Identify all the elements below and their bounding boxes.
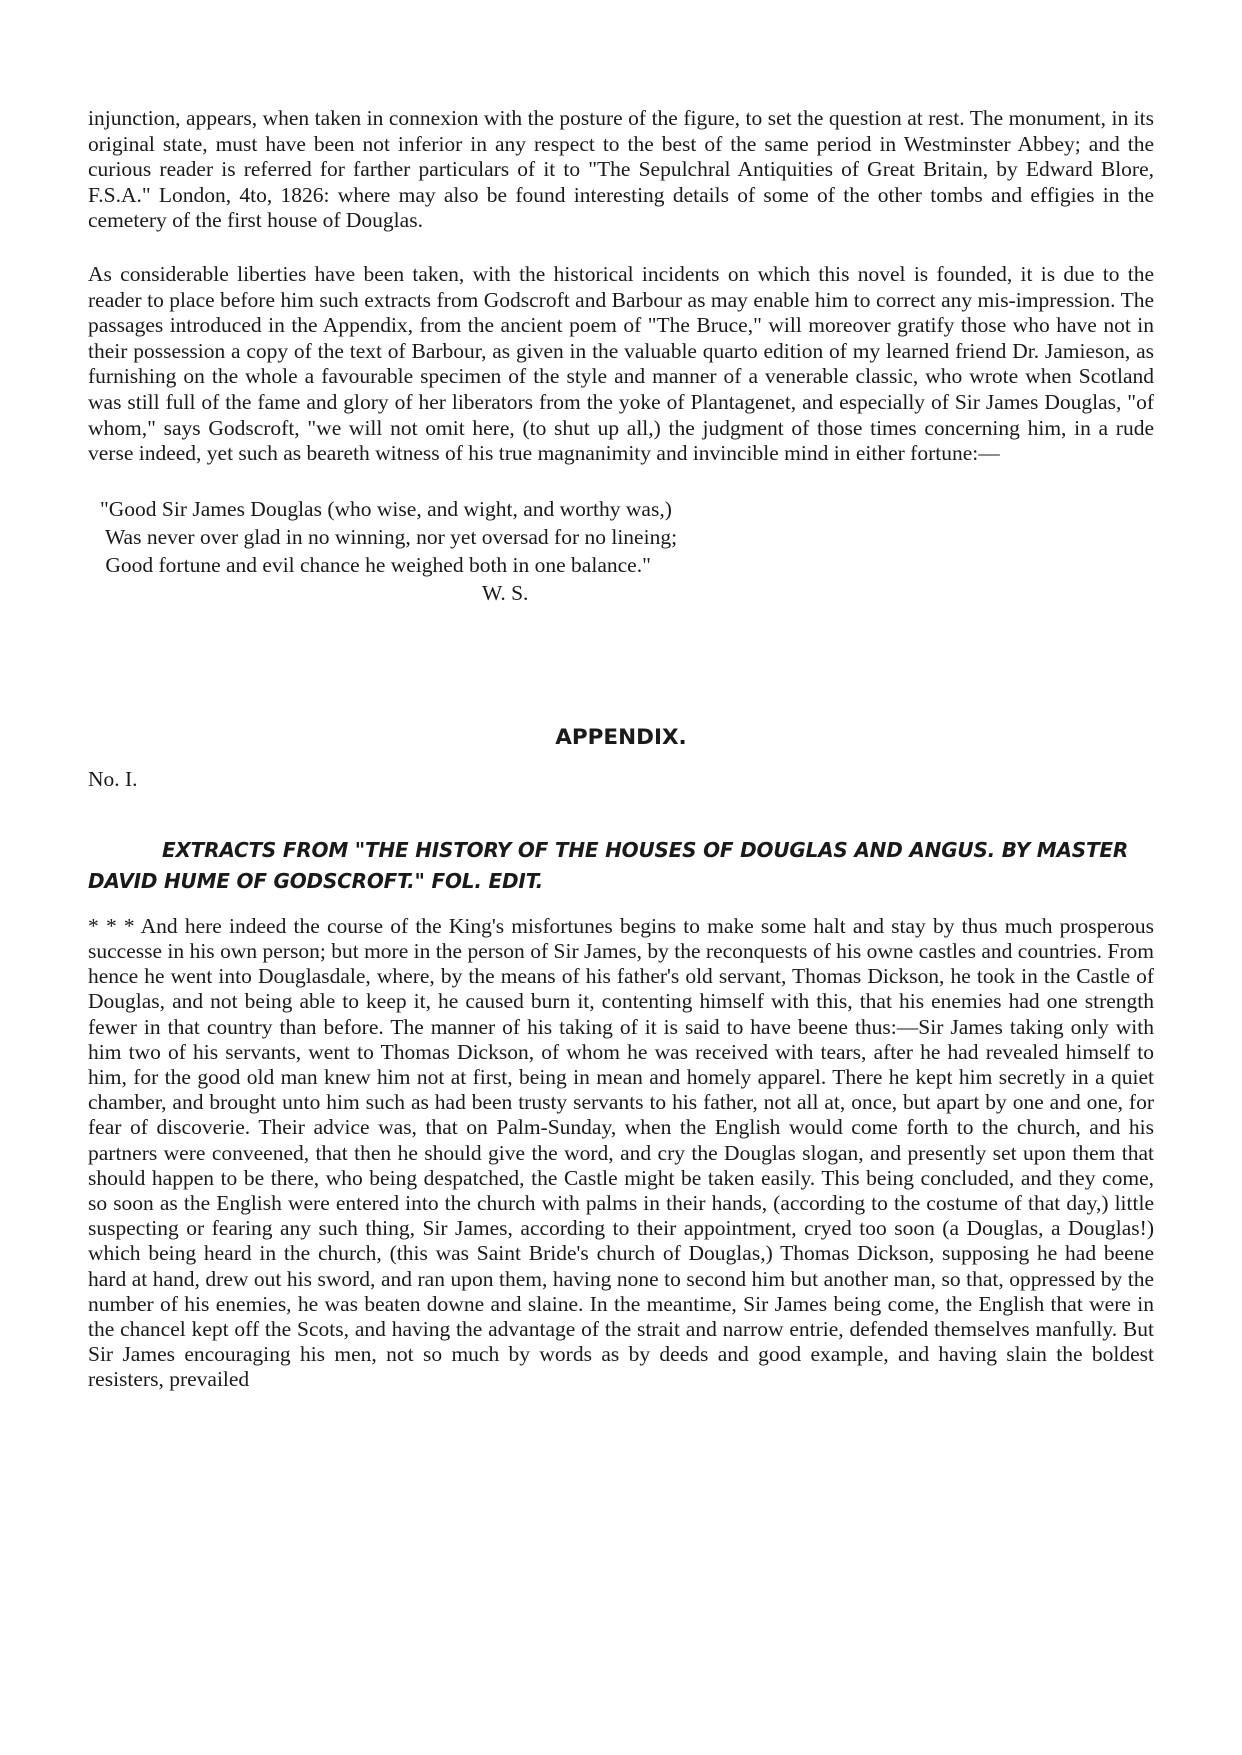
paragraph-extract-body: * * * And here indeed the course of the King's misfortunes begins to make some halt and stay by thus much prosperous successe in his own person; but more in the person of Sir James, by the reconquests of his owne castles and countries. From hence he went into Douglasdale, where, by the means of his father's old servant, Thomas Dickson, he took in the Castle of Douglas, and not being able to keep it, he caused burn it, contenting himself with this, that his enemies had one strength fewer in that country than before. The manner of his taking of it is said to have beene thus:—Sir James taking only with him two of his servants, went to Thomas Dickson, of whom he was received with tears, after he had revealed himself to him, for the good old man knew him not at first, being in mean and homely apparel. There he kept him secretly in a quiet chamber, and brought unto him such as had been trusty servants to his father, not all at, once, but apart by one and one, for fear of discoverie. Their advice was, that on Palm-Sunday, when the English would come forth to the church, and his partners were conveened, that then he should give the word, and cry the Douglas slogan, and presently set upon them that should happen to be there, who being despatched, the Castle might be taken easily. This being concluded, and they come, so soon as the English were entered into the church with palms in their hands, (according to the costume of that day,) little suspecting or fearing any such thing, Sir James, according to their appointment, cryed too soon (a Douglas, a Douglas!) which being heard in the church, (this was Saint Bride's church of Douglas,) Thomas Dickson, supposing he had beene hard at hand, drew out his sword, and ran upon them, having none to second him but another man, so that, oppressed by the number of his enemies, he was beaten downe and slaine. In the meantime, Sir James being come, the English that were in the chancel kept off the Scots, and having the advantage of the strait and narrow entrie, defended themselves manfully. But Sir James encouraging his men, not so much by words as by deeds and good example, and having slain the boldest resisters, prevailed [88, 913, 1154, 1392]
verse-line: Was never over glad in no winning, nor yet oversad for no lineing; [100, 524, 678, 549]
document-page [88, 106, 1154, 1393]
extracts-heading: EXTRACTS FROM "THE HISTORY OF THE HOUSES OF DOUGLAS AND ANGUS. BY MASTER DAVID HUME OF GODSCROFT." FOL. EDIT. [88, 837, 1129, 893]
paragraph-monument: injunction, appears, when taken in connexion with the posture of the figure, to set the question at rest. The monument, in its original state, must have been not inferior in any respect to the best of the same period in Westminster Abbey; and the curious reader is referred for farther particulars of it to "The Sepulchral Antiquities of Great Britain, by Edward Blore, F.S.A." London, 4to, 1826: where may also be found interesting details of some of the other tombs and effigies in the cemetery of the first house of Douglas. [88, 106, 1154, 233]
verse-line: Good fortune and evil chance he weighed both in one balance." [100, 552, 651, 577]
signature: W. S. [482, 580, 529, 605]
verse-line: "Good Sir James Douglas (who wise, and wight, and worthy was,) [100, 496, 672, 521]
section-number: No. I. [88, 766, 138, 791]
verse-quotation [100, 495, 1154, 607]
paragraph-liberties: As considerable liberties have been taken, with the historical incidents on which this novel is founded, it is due to the reader to place before him such extracts from Godscroft and Barbour as may enable him to correct any mis-impression. The passages introduced in the Appendix, from the ancient poem of "The Bruce," will moreover gratify those who have not in their possession a copy of the text of Barbour, as given in the valuable quarto edition of my learned friend Dr. Jamieson, as furnishing on the whole a favourable specimen of the style and manner of a venerable classic, who wrote when Scotland was still full of the fame and glory of her liberators from the yoke of Plantagenet, and especially of Sir James Douglas, "of whom," says Godscroft, "we will not omit here, (to shut up all,) the judgment of those times concerning him, in a rude verse indeed, yet such as beareth witness of his true magnanimity and invincible mind in either fortune:— [88, 261, 1154, 466]
appendix-title: APPENDIX. [555, 724, 687, 750]
